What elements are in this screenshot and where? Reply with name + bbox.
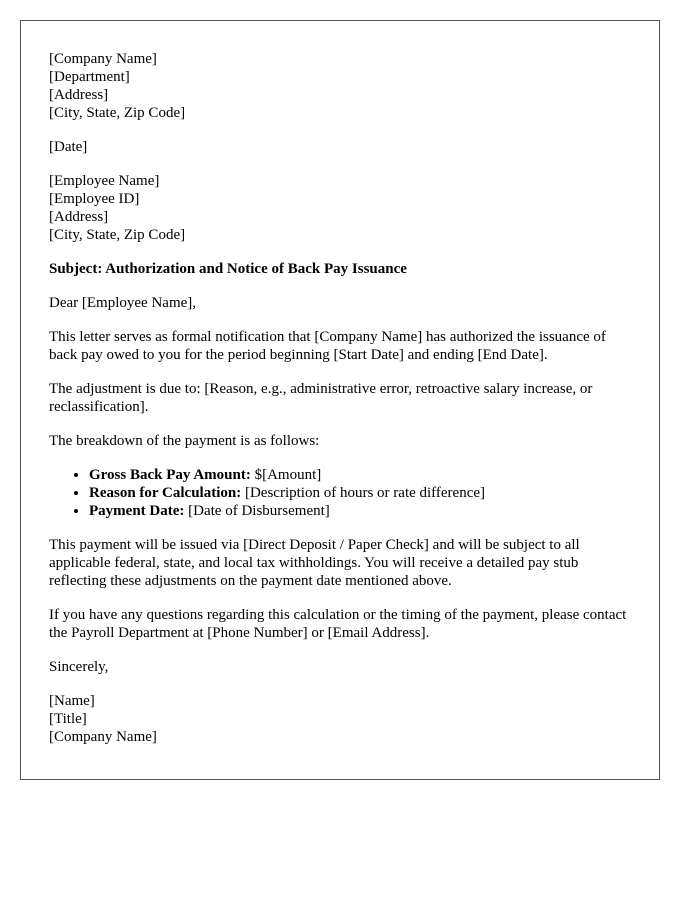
recipient-city-state-zip: [City, State, Zip Code] (49, 227, 186, 243)
breakdown-item (89, 502, 631, 520)
letter (20, 20, 660, 780)
breakdown-label: Reason for Calculation: (89, 485, 242, 501)
signature-block (49, 692, 631, 746)
signature-title: [Title] (49, 711, 87, 727)
subject-line: Subject: Authorization and Notice of Back Pay Issuance (49, 261, 407, 277)
salutation: Dear [Employee Name], (49, 295, 197, 311)
breakdown-item (89, 466, 631, 484)
breakdown-label: Gross Back Pay Amount: (89, 467, 251, 483)
signature-name: [Name] (49, 693, 95, 709)
recipient-id: [Employee ID] (49, 191, 140, 207)
signature-company: [Company Name] (49, 729, 157, 745)
breakdown-value: $[Amount] (250, 467, 322, 483)
recipient-block (49, 172, 631, 244)
payment-breakdown-list (49, 466, 631, 520)
breakdown-item (89, 484, 631, 502)
breakdown-value: [Description of hours or rate difference] (241, 485, 486, 501)
sender-city-state-zip: [City, State, Zip Code] (49, 105, 186, 121)
date-block (49, 138, 631, 156)
sender-company: [Company Name] (49, 51, 157, 67)
closing-paragraph: This payment will be issued via [Direct Deposit / Paper Check] and will be subject to all applicable federal, state, and local tax withholdings. You will receive a detailed pay stub reflecting these adjustments on the payment date mentioned above. (49, 537, 580, 589)
letter-date: [Date] (49, 139, 88, 155)
recipient-address: [Address] (49, 209, 109, 225)
recipient-name: [Employee Name] (49, 173, 160, 189)
body-paragraph: This letter serves as formal notification that [Company Name] has authorized the issuance of back pay owed to you for the period beginning [Start Date] and ending [End Date]. (49, 329, 606, 363)
closing-paragraph: If you have any questions regarding this calculation or the timing of the payment, please contact the Payroll Department at [Phone Number] or [Email Address]. (49, 607, 627, 641)
body-paragraph: The breakdown of the payment is as follows: (49, 433, 320, 449)
signoff: Sincerely, (49, 659, 109, 675)
sender-block (49, 50, 631, 122)
sender-address: [Address] (49, 87, 109, 103)
sender-department: [Department] (49, 69, 130, 85)
breakdown-label: Payment Date: (89, 503, 185, 519)
body-paragraph: The adjustment is due to: [Reason, e.g., administrative error, retroactive salary increase, or reclassification]. (49, 381, 593, 415)
breakdown-value: [Date of Disbursement] (184, 503, 330, 519)
